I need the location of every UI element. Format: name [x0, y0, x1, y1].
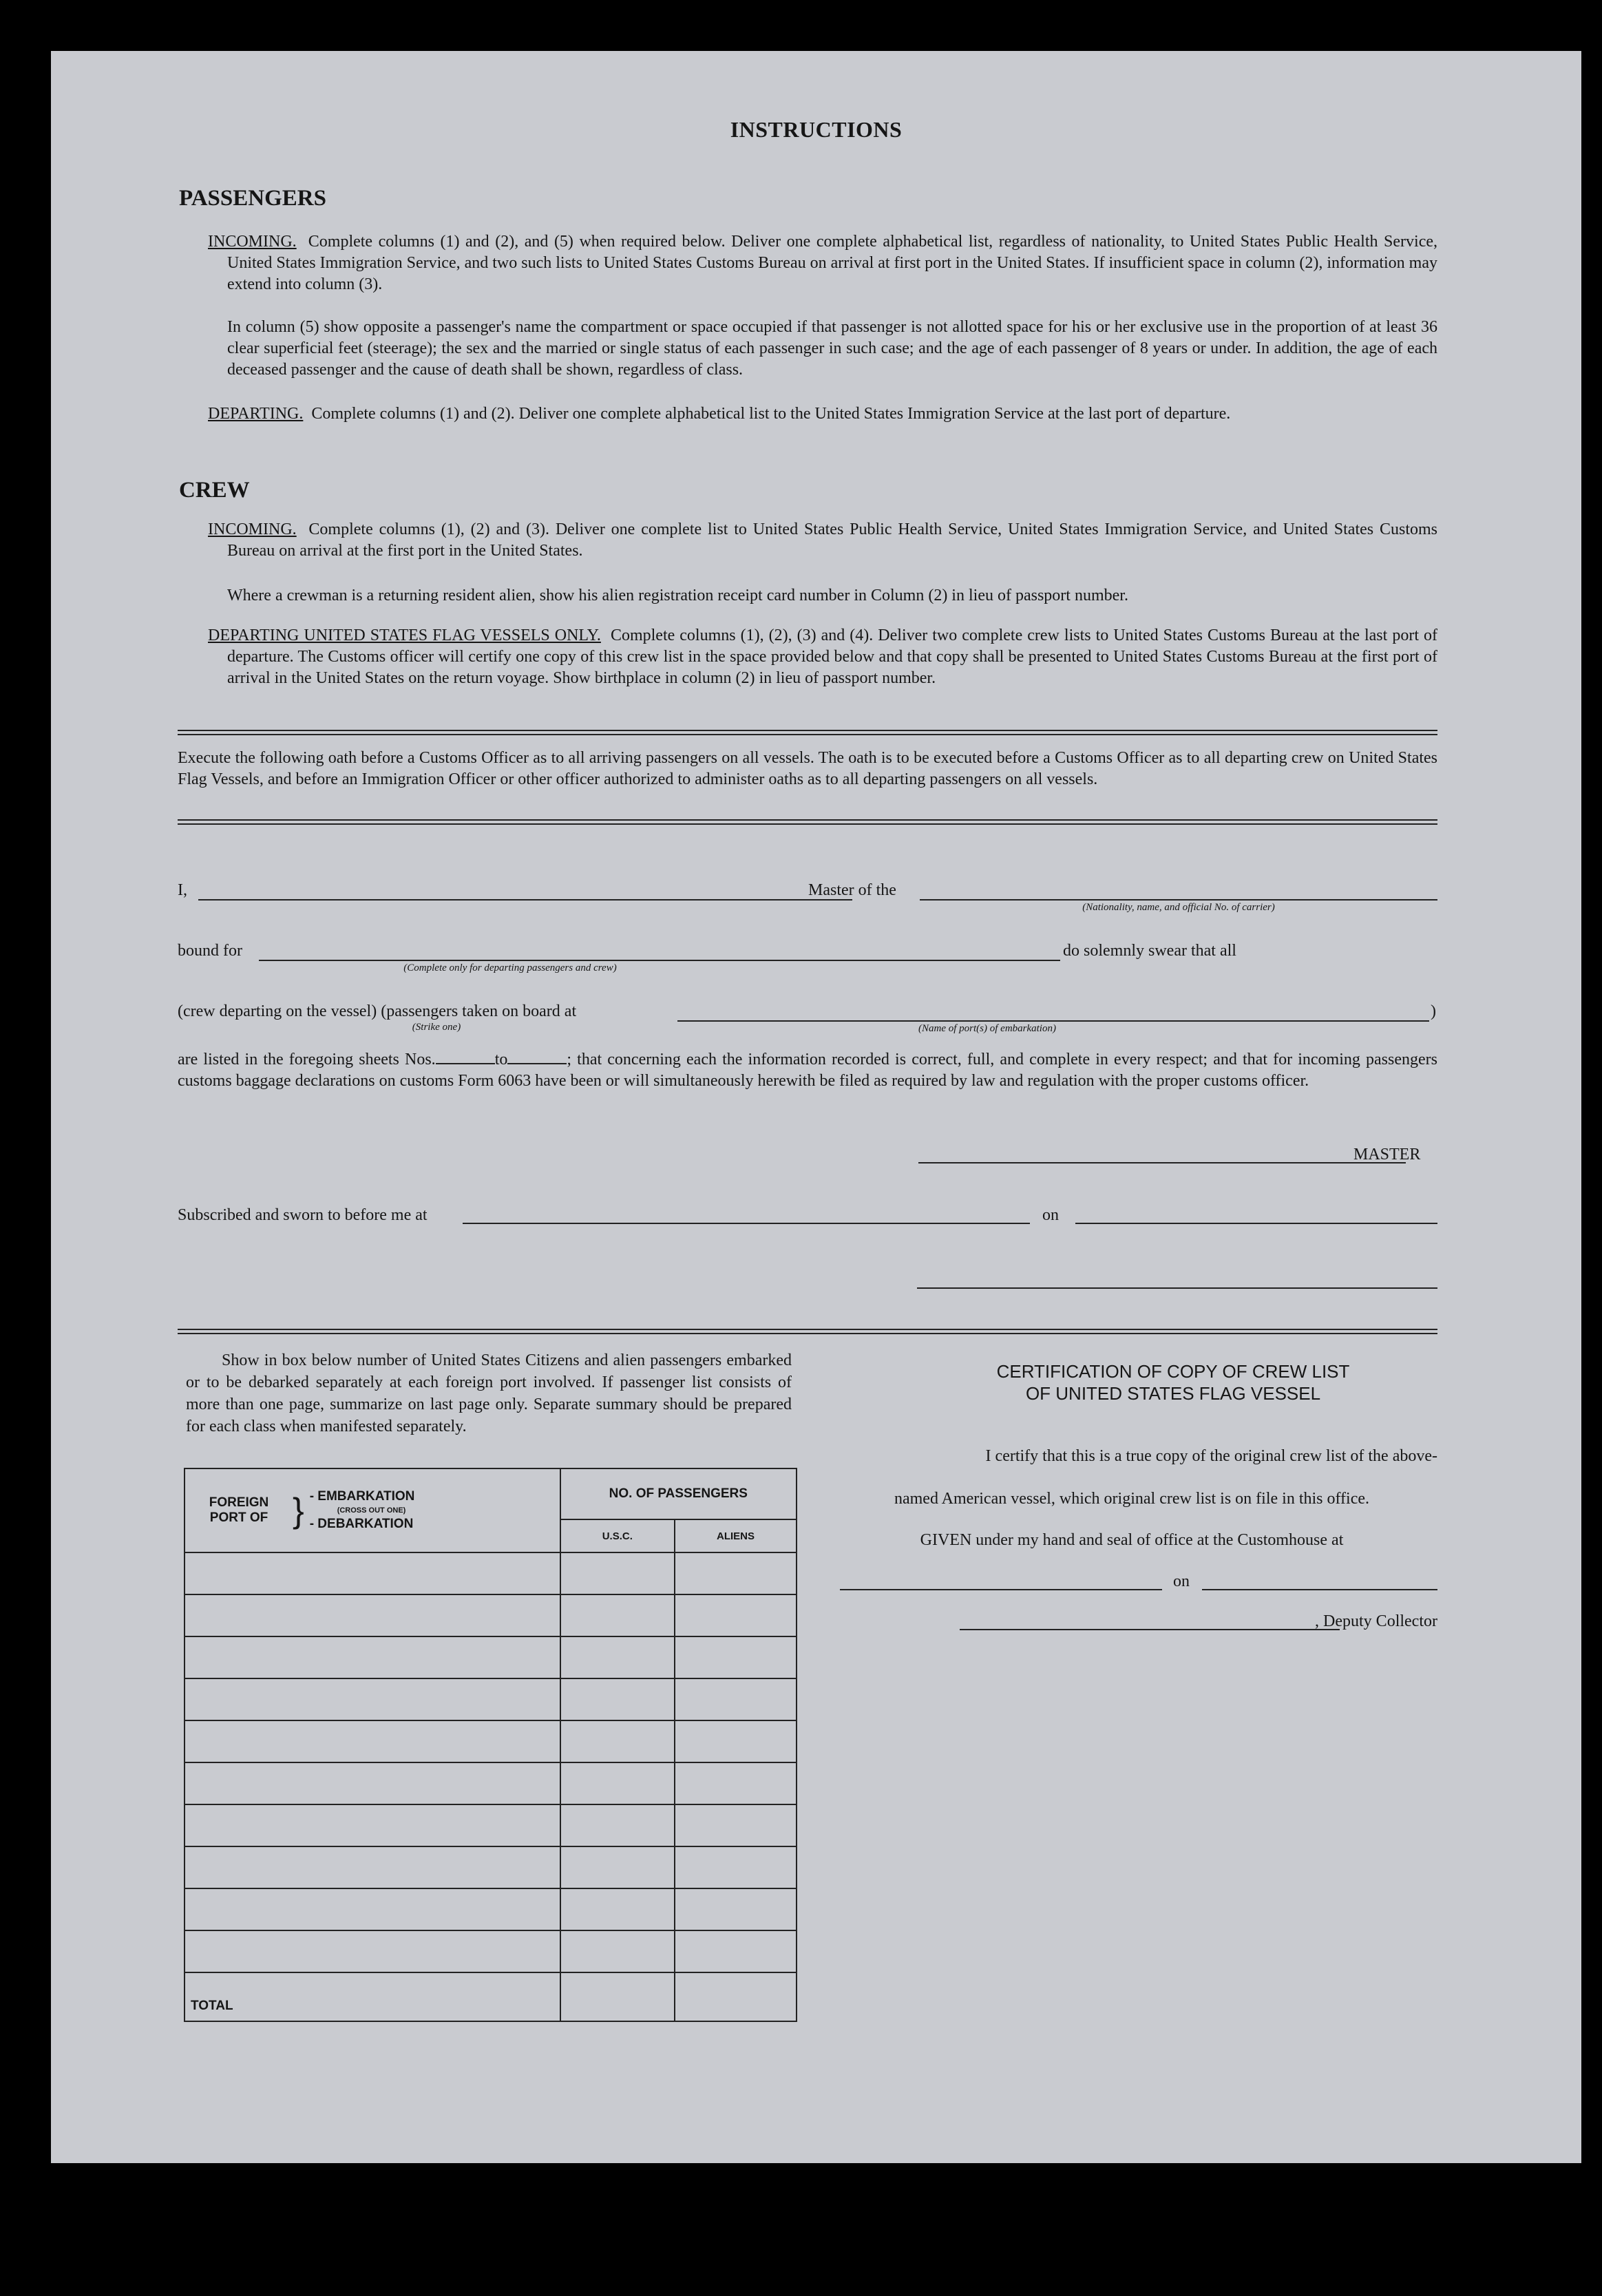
certification-text-2: named American vessel, which original crew list is on file in this office.	[894, 1490, 1370, 1508]
total-label: TOTAL	[185, 1972, 560, 2021]
listed-to: to	[494, 1051, 508, 1068]
carrier-hint: (Nationality, name, and official No. of carrier)	[1082, 902, 1275, 913]
deputy-collector-label: , Deputy Collector	[1315, 1612, 1437, 1630]
double-rule	[178, 819, 1437, 821]
crew-departing-text: Complete columns (1), (2), (3) and (4). Deliver two complete crew lists to United States Customs Bureau at the last port of departure. The Customs officer will certify one copy of this crew list in the space provided below and that copy shall be presented to United States Customs Bureau at the first port of arrival in the United States on the return voyage. Show birthplace in column (2) in lieu of passport number.	[227, 626, 1437, 687]
certification-given: GIVEN under my hand and seal of office at the Customhouse at	[920, 1531, 1344, 1549]
summary-text: Show in box below number of United States Citizens and alien passengers embarked or to be debarked separately at each foreign port involved. If passenger list consists of more than one page, summarize on last page only. Separate summary should be prepared for each class when manifested separately.	[186, 1351, 792, 1435]
aliens-header: ALIENS	[675, 1519, 797, 1552]
port-cell[interactable]	[185, 1846, 560, 1888]
aliens-cell[interactable]	[675, 1636, 797, 1678]
usc-cell[interactable]	[560, 1930, 675, 1972]
double-rule	[178, 1329, 1437, 1330]
usc-cell[interactable]	[560, 1888, 675, 1930]
double-rule	[178, 734, 1437, 735]
listed-paragraph	[178, 1049, 1437, 1092]
aliens-cell[interactable]	[675, 1720, 797, 1762]
usc-cell[interactable]	[560, 1762, 675, 1804]
port-cell[interactable]	[185, 1888, 560, 1930]
aliens-cell[interactable]	[675, 1930, 797, 1972]
port-cell[interactable]	[185, 1720, 560, 1762]
close-paren: )	[1431, 1002, 1436, 1020]
passengers-incoming-label: INCOMING.	[208, 233, 297, 251]
usc-cell[interactable]	[560, 1804, 675, 1846]
double-rule	[178, 823, 1437, 825]
usc-cell[interactable]	[560, 1636, 675, 1678]
usc-cell[interactable]	[560, 1720, 675, 1762]
crew-departing-label: (crew departing on the vessel) (passengers taken on board at	[178, 1002, 577, 1020]
certification-on-label: on	[1173, 1572, 1190, 1590]
swear-label: do solemnly swear that all	[1063, 942, 1236, 960]
usc-cell[interactable]	[560, 1552, 675, 1594]
page-title: INSTRUCTIONS	[730, 117, 903, 142]
aliens-cell[interactable]	[675, 1762, 797, 1804]
passengers-departing-label: DEPARTING.	[208, 405, 304, 423]
usc-total-cell[interactable]	[560, 1972, 675, 2021]
oath-intro: Execute the following oath before a Customs Officer as to all arriving passengers on all vessels. The oath is to be executed before a Customs Officer as to all departing crew on United States Flag Vessels, and before an Immigration Officer or other officer authorized to administer oaths as to all departing passengers on all vessels.	[178, 749, 1437, 788]
oath-i-label: I,	[178, 881, 187, 899]
certification-date-field[interactable]	[1202, 1589, 1437, 1590]
crew-incoming-text: Complete columns (1), (2) and (3). Deliver one complete list to United States Public Health Service, United States Immigration Service, and United States Customs Bureau on arrival at the first port in the United States.	[227, 520, 1437, 560]
aliens-cell[interactable]	[675, 1888, 797, 1930]
table-row	[185, 1720, 797, 1762]
aliens-cell[interactable]	[675, 1552, 797, 1594]
passengers-column5-paragraph: In column (5) show opposite a passenger's name the compartment or space occupied if that passenger is not allotted space for his or her exclusive use in the proportion of at least 36 clear superficial feet (steerage); the sex and the married or single status of each passenger in such case; and the age of each passenger of 8 years or under. In addition, the age of each deceased passenger and the cause of death shall be shown, regardless of class.	[227, 318, 1437, 379]
aliens-cell[interactable]	[675, 1594, 797, 1636]
embark-labels	[310, 1490, 415, 1531]
port-cell[interactable]	[185, 1678, 560, 1720]
table-row	[185, 1762, 797, 1804]
port-cell[interactable]	[185, 1762, 560, 1804]
master-label: MASTER	[1353, 1146, 1421, 1163]
table-row	[185, 1636, 797, 1678]
no-passengers-header: NO. OF PASSENGERS	[560, 1468, 797, 1519]
crew-incoming-paragraph	[208, 519, 1437, 562]
ports-hint: (Name of port(s) of embarkation)	[918, 1023, 1056, 1034]
usc-header: U.S.C.	[560, 1519, 675, 1552]
master-name-field[interactable]	[198, 899, 852, 901]
passenger-summary-table	[184, 1468, 797, 2022]
bound-for-field[interactable]	[259, 960, 1060, 961]
sworn-date-field[interactable]	[1075, 1223, 1437, 1224]
port-cell[interactable]	[185, 1804, 560, 1846]
passengers-departing-paragraph	[208, 403, 1437, 425]
table-row	[185, 1594, 797, 1636]
aliens-total-cell[interactable]	[675, 1972, 797, 2021]
officer-signature-field[interactable]	[917, 1287, 1437, 1289]
usc-cell[interactable]	[560, 1678, 675, 1720]
brace-glyph: }	[293, 1491, 304, 1530]
passengers-departing-text: Complete columns (1) and (2). Deliver one complete alphabetical list to the United States Immigration Service at the last port of departure.	[311, 405, 1231, 423]
aliens-cell[interactable]	[675, 1678, 797, 1720]
sheet-from-field[interactable]	[436, 1063, 495, 1064]
passengers-incoming-paragraph	[208, 231, 1437, 295]
certification-heading	[877, 1360, 1469, 1404]
subscribed-label: Subscribed and sworn to before me at	[178, 1206, 428, 1224]
bound-for-hint: (Complete only for departing passengers and crew)	[403, 962, 617, 973]
table-row	[185, 1930, 797, 1972]
table-row	[185, 1678, 797, 1720]
certification-heading-line-2: OF UNITED STATES FLAG VESSEL	[1025, 1383, 1321, 1404]
master-of-label: Master of the	[808, 881, 896, 899]
strike-one-hint: (Strike one)	[412, 1022, 461, 1033]
certification-heading-line-1: CERTIFICATION OF COPY OF CREW LIST	[996, 1361, 1350, 1382]
foreign-port-label: FOREIGN PORT OF	[209, 1495, 269, 1525]
crew-departing-label: DEPARTING UNITED STATES FLAG VESSELS ONLY.	[208, 626, 601, 644]
crew-incoming-label: INCOMING.	[208, 520, 297, 538]
foreign-port-header	[185, 1468, 560, 1552]
sheet-to-field[interactable]	[507, 1063, 567, 1064]
customhouse-field[interactable]	[840, 1589, 1162, 1590]
passengers-incoming-text: Complete columns (1) and (2), and (5) when required below. Deliver one complete alphabetical list, regardless of nationality, to United States Public Health Service, United States Immigration Service, and two such lists to United States Customs Bureau on arrival at first port in the United States. If insufficient space in column (2), information may extend into column (3).	[227, 233, 1438, 293]
port-cell[interactable]	[185, 1930, 560, 1972]
bound-for-label: bound for	[178, 942, 242, 960]
crew-departing-paragraph	[208, 625, 1437, 689]
usc-cell[interactable]	[560, 1846, 675, 1888]
passengers-heading: PASSENGERS	[179, 186, 326, 211]
table-row	[185, 1552, 797, 1594]
port-cell[interactable]	[185, 1552, 560, 1594]
aliens-cell[interactable]	[675, 1804, 797, 1846]
listed-text-a: are listed in the foregoing sheets Nos.	[178, 1051, 436, 1068]
master-signature-field[interactable]	[918, 1162, 1406, 1163]
table-row	[185, 1888, 797, 1930]
form-page	[51, 51, 1581, 2163]
usc-cell[interactable]	[560, 1594, 675, 1636]
table-row	[185, 1846, 797, 1888]
embarkation-label: - EMBARKATION	[309, 1489, 415, 1504]
port-cell[interactable]	[185, 1594, 560, 1636]
double-rule	[178, 1333, 1437, 1334]
listed-text-b: ; that concerning each the information recorded is correct, full, and complete in every respect; and that for incoming passengers customs baggage declarations on customs Form 6063 have been or will simultaneously herewith be filed as required by law and regulation with the proper customs officer.	[178, 1051, 1437, 1090]
table-row	[185, 1804, 797, 1846]
debarkation-label: - DEBARKATION	[309, 1517, 414, 1531]
double-rule	[178, 730, 1437, 731]
certification-text-1: I certify that this is a true copy of the original crew list of the above-	[985, 1447, 1437, 1465]
sworn-place-field[interactable]	[463, 1223, 1030, 1224]
aliens-cell[interactable]	[675, 1846, 797, 1888]
total-row	[185, 1972, 797, 2021]
crew-heading: CREW	[179, 478, 250, 503]
cross-out-label: (CROSS OUT ONE)	[337, 1506, 406, 1515]
embarkation-ports-field[interactable]	[677, 1020, 1429, 1022]
crew-resident-paragraph: Where a crewman is a returning resident alien, show his alien registration receipt card number in Column (2) in lieu of passport number.	[227, 587, 1128, 604]
carrier-field[interactable]	[920, 899, 1437, 901]
sworn-on-label: on	[1042, 1206, 1059, 1224]
port-cell[interactable]	[185, 1636, 560, 1678]
